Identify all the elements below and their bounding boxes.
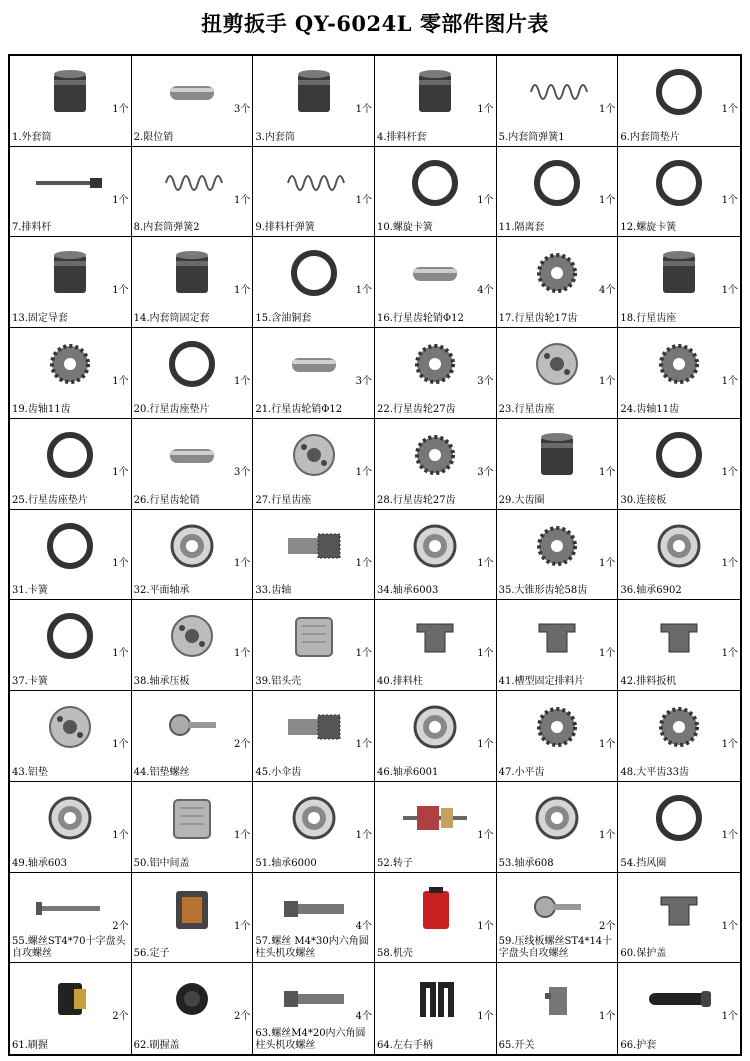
part-cell <box>10 691 132 782</box>
part-label: 53.轴承608 <box>498 857 554 869</box>
part-quantity: 1个 <box>598 466 616 478</box>
part-label: 59.压线板螺丝ST4*14十字盘头自攻螺丝 <box>498 936 613 960</box>
ring-icon <box>639 429 719 481</box>
sleeve-icon <box>30 247 110 299</box>
part-label: 24.齿轴11齿 <box>620 403 679 415</box>
part-cell <box>497 691 619 782</box>
part-label: 30.连接板 <box>620 494 667 506</box>
part-quantity: 1个 <box>112 104 129 115</box>
part-quantity: 3个 <box>233 104 251 115</box>
part-quantity: 1个 <box>355 557 372 569</box>
part-label: 36.轴承6902 <box>620 585 682 597</box>
part-quantity: 1个 <box>477 557 494 569</box>
part-label: 11.隔离套 <box>498 222 545 234</box>
part-cell <box>253 873 375 964</box>
bearing-icon <box>517 792 597 844</box>
part-label: 1.外套筒 <box>12 131 52 143</box>
part-cell <box>497 237 619 328</box>
part-label: 48.大平齿33齿 <box>620 766 689 778</box>
part-quantity: 1个 <box>721 104 738 115</box>
part-cell <box>10 963 132 1054</box>
gear-icon <box>30 338 110 390</box>
part-label: 7.排料杆 <box>12 222 52 234</box>
part-label: 55.螺丝ST4*70十字盘头自攻螺丝 <box>12 936 126 960</box>
part-quantity: 1个 <box>233 829 251 841</box>
part-cell <box>132 328 254 419</box>
bolt-icon <box>274 973 354 1025</box>
part-label: 12.螺旋卡簧 <box>620 222 677 234</box>
part-quantity: 1个 <box>112 739 129 751</box>
part-label: 20.行星齿座垫片 <box>133 403 210 415</box>
part-cell <box>375 600 497 691</box>
pin-icon <box>152 429 232 481</box>
part-quantity: 1个 <box>721 829 738 841</box>
part-label: 52.转子 <box>376 857 413 869</box>
part-cell <box>10 328 132 419</box>
housing-icon <box>152 792 232 844</box>
part-quantity: 1个 <box>721 920 738 932</box>
part-quantity: 1个 <box>721 466 738 478</box>
part-cell <box>618 147 740 238</box>
part-cell <box>497 963 619 1054</box>
part-quantity: 4个 <box>355 920 372 932</box>
part-label: 41.槽型固定排料片 <box>498 676 585 688</box>
part-quantity: 1个 <box>112 466 129 478</box>
parts-table <box>8 54 742 1056</box>
bearing-icon <box>395 520 475 572</box>
housing-icon <box>274 610 354 662</box>
plate-icon <box>30 701 110 753</box>
ring-icon <box>395 157 475 209</box>
part-quantity: 1个 <box>598 739 616 751</box>
ring-icon <box>639 66 719 118</box>
part-cell <box>132 419 254 510</box>
part-quantity: 1个 <box>721 739 738 751</box>
part-label: 50.铝中间盖 <box>133 857 190 869</box>
grip-icon <box>639 973 719 1025</box>
rotor-icon <box>395 792 475 844</box>
part-quantity: 2个 <box>598 920 616 932</box>
part-cell <box>375 510 497 601</box>
part-quantity: 1个 <box>355 466 372 478</box>
part-label: 23.行星齿座 <box>498 403 555 415</box>
part-cell <box>497 328 619 419</box>
part-cell <box>375 328 497 419</box>
gear-icon <box>517 520 597 572</box>
part-label: 33.齿轴 <box>255 585 292 597</box>
part-cell <box>497 419 619 510</box>
part-quantity: 1个 <box>112 376 129 388</box>
part-cell <box>253 237 375 328</box>
part-quantity: 1个 <box>721 376 738 388</box>
bearing-icon <box>395 701 475 753</box>
part-cell <box>375 419 497 510</box>
part-quantity: 1个 <box>112 648 129 660</box>
part-quantity: 1个 <box>477 104 494 115</box>
part-quantity: 1个 <box>355 285 372 297</box>
gear-icon <box>395 429 475 481</box>
part-label: 56.定子 <box>133 948 170 960</box>
ring-icon <box>30 520 110 572</box>
screw-icon <box>152 701 232 753</box>
ring-icon <box>30 429 110 481</box>
part-cell <box>618 691 740 782</box>
bracket-icon <box>639 610 719 662</box>
part-cell <box>497 56 619 147</box>
part-cell <box>253 328 375 419</box>
part-cell <box>375 147 497 238</box>
gear-icon <box>395 338 475 390</box>
bearing-icon <box>152 520 232 572</box>
part-cell <box>497 873 619 964</box>
part-quantity: 1个 <box>598 1011 616 1023</box>
part-cell <box>497 782 619 873</box>
long-screw-icon <box>30 883 110 935</box>
part-cell <box>375 963 497 1054</box>
part-cell <box>618 963 740 1054</box>
part-quantity: 1个 <box>233 376 251 388</box>
sleeve-icon <box>639 247 719 299</box>
part-quantity: 3个 <box>355 376 372 388</box>
part-label: 47.小平齿 <box>498 766 545 778</box>
part-quantity: 1个 <box>477 739 494 751</box>
shaft-icon <box>274 701 354 753</box>
part-cell <box>253 600 375 691</box>
bolt-icon <box>274 883 354 935</box>
part-cell <box>375 237 497 328</box>
part-label: 43.铝垫 <box>12 766 48 778</box>
part-label: 60.保护盖 <box>620 948 667 960</box>
part-cell <box>132 510 254 601</box>
part-label: 18.行星齿座 <box>620 313 677 325</box>
part-label: 27.行星齿座 <box>255 494 312 506</box>
part-quantity: 1个 <box>598 104 616 115</box>
part-quantity: 1个 <box>721 648 738 660</box>
part-quantity: 1个 <box>112 285 129 297</box>
part-cell <box>497 600 619 691</box>
part-cell <box>497 147 619 238</box>
part-label: 32.平面轴承 <box>133 585 190 597</box>
part-cell <box>497 510 619 601</box>
ring-icon <box>152 338 232 390</box>
page-title: 扭剪扳手 QY-6024L 零部件图片表 <box>201 11 549 36</box>
part-label: 13.固定导套 <box>12 313 68 325</box>
part-cell <box>10 873 132 964</box>
part-cell <box>132 782 254 873</box>
gear-icon <box>517 701 597 753</box>
part-label: 5.内套筒弹簧1 <box>498 131 565 143</box>
part-quantity: 3个 <box>477 466 494 478</box>
switch-icon <box>517 973 597 1025</box>
part-quantity: 1个 <box>112 829 129 841</box>
part-quantity: 1个 <box>598 376 616 388</box>
part-quantity: 1个 <box>233 194 251 206</box>
part-quantity: 3个 <box>477 376 494 388</box>
part-label: 10.螺旋卡簧 <box>376 222 433 234</box>
part-quantity: 1个 <box>477 1011 494 1023</box>
part-quantity: 1个 <box>355 829 372 841</box>
part-label: 66.护套 <box>620 1039 657 1051</box>
part-cell <box>10 782 132 873</box>
part-label: 21.行星齿轮销Φ12 <box>255 403 343 415</box>
part-cell <box>375 691 497 782</box>
bracket-icon <box>639 883 719 935</box>
part-cell <box>618 328 740 419</box>
part-label: 6.内套筒垫片 <box>620 131 680 143</box>
part-cell <box>10 419 132 510</box>
part-label: 40.排料柱 <box>376 676 423 688</box>
part-cell <box>618 56 740 147</box>
part-cell <box>618 782 740 873</box>
part-label: 63.螺丝M4*20内六角圆柱头机攻螺丝 <box>255 1027 366 1051</box>
part-cell <box>253 56 375 147</box>
part-quantity: 3个 <box>233 466 251 478</box>
part-label: 42.排料扳机 <box>620 676 677 688</box>
part-label: 38.轴承压板 <box>133 676 190 688</box>
bracket-icon <box>395 610 475 662</box>
part-cell <box>618 873 740 964</box>
part-label: 17.行星齿轮17齿 <box>498 313 578 325</box>
part-label: 64.左右手柄 <box>376 1039 433 1051</box>
part-quantity: 1个 <box>598 829 616 841</box>
ring-icon <box>30 610 110 662</box>
part-quantity: 1个 <box>112 557 129 569</box>
part-quantity: 1个 <box>355 194 372 206</box>
part-cell <box>375 782 497 873</box>
spring-icon <box>152 157 232 209</box>
sleeve-icon <box>517 429 597 481</box>
part-cell <box>253 510 375 601</box>
brush-holder-icon <box>30 973 110 1025</box>
pin-icon <box>274 338 354 390</box>
part-quantity: 1个 <box>598 194 616 206</box>
part-cell <box>10 56 132 147</box>
part-label: 39.铝头壳 <box>255 676 302 688</box>
pin-icon <box>152 66 232 118</box>
part-quantity: 2个 <box>112 920 129 932</box>
part-label: 31.卡簧 <box>12 585 48 597</box>
part-label: 26.行星齿轮销 <box>133 494 200 506</box>
bearing-icon <box>274 792 354 844</box>
part-quantity: 1个 <box>233 557 251 569</box>
part-label: 9.排料杆弹簧 <box>255 222 315 234</box>
part-quantity: 2个 <box>233 1011 251 1023</box>
part-quantity: 1个 <box>355 648 372 660</box>
part-label: 34.轴承6003 <box>376 585 439 597</box>
part-quantity: 1个 <box>721 285 738 297</box>
part-label: 54.挡风圈 <box>620 857 667 869</box>
part-cell <box>618 510 740 601</box>
part-cell <box>253 782 375 873</box>
part-cell <box>10 237 132 328</box>
screw-icon <box>517 883 597 935</box>
part-label: 58.机壳 <box>376 948 413 960</box>
part-label: 45.小伞齿 <box>255 766 302 778</box>
part-label: 25.行星齿座垫片 <box>12 494 88 506</box>
part-quantity: 1个 <box>112 194 129 206</box>
cap-icon <box>152 973 232 1025</box>
plate-icon <box>517 338 597 390</box>
part-cell <box>253 147 375 238</box>
part-quantity: 1个 <box>355 739 372 751</box>
part-label: 61.刷握 <box>12 1039 48 1051</box>
part-quantity: 1个 <box>233 285 251 297</box>
part-label: 49.轴承603 <box>12 857 67 869</box>
part-cell <box>253 963 375 1054</box>
part-quantity: 1个 <box>477 920 494 932</box>
plate-icon <box>274 429 354 481</box>
part-label: 57.螺丝 M4*30内六角圆柱头机攻螺丝 <box>255 936 369 960</box>
part-quantity: 1个 <box>721 1011 738 1023</box>
spring-icon <box>517 66 597 118</box>
part-label: 65.开关 <box>498 1039 535 1051</box>
part-cell <box>375 873 497 964</box>
sleeve-icon <box>395 66 475 118</box>
handle-icon <box>395 973 475 1025</box>
part-quantity: 1个 <box>477 829 494 841</box>
part-label: 2.限位销 <box>133 131 174 143</box>
part-cell <box>253 691 375 782</box>
gear-icon <box>639 701 719 753</box>
ring-icon <box>517 157 597 209</box>
bracket-icon <box>517 610 597 662</box>
part-cell <box>132 147 254 238</box>
plate-icon <box>152 610 232 662</box>
part-quantity: 1个 <box>598 557 616 569</box>
part-label: 28.行星齿轮27齿 <box>376 494 456 506</box>
pin-icon <box>395 247 475 299</box>
sleeve-icon <box>30 66 110 118</box>
part-label: 4.排料杆套 <box>376 131 427 143</box>
sleeve-icon <box>274 66 354 118</box>
motor-housing-icon <box>395 883 475 935</box>
part-quantity: 2个 <box>112 1011 129 1023</box>
part-quantity: 4个 <box>477 285 494 297</box>
part-label: 15.含油铜套 <box>255 313 312 325</box>
rod-icon <box>30 157 110 209</box>
part-label: 29.大齿圈 <box>498 494 545 506</box>
part-quantity: 1个 <box>721 194 738 206</box>
part-quantity: 1个 <box>598 648 616 660</box>
part-label: 16.行星齿轮销Φ12 <box>376 313 464 325</box>
part-cell <box>10 510 132 601</box>
part-quantity: 2个 <box>233 739 251 751</box>
part-cell <box>132 873 254 964</box>
part-cell <box>132 600 254 691</box>
part-cell <box>618 419 740 510</box>
part-cell <box>10 147 132 238</box>
part-label: 46.轴承6001 <box>376 766 439 778</box>
part-quantity: 1个 <box>233 920 251 932</box>
part-label: 62.刷握盖 <box>133 1039 180 1051</box>
stator-icon <box>152 883 232 935</box>
part-label: 35.大锥形齿轮58齿 <box>498 585 588 597</box>
part-label: 19.齿轴11齿 <box>12 403 71 415</box>
part-cell <box>253 419 375 510</box>
part-quantity: 1个 <box>721 557 738 569</box>
part-quantity: 1个 <box>355 104 372 115</box>
sleeve-icon <box>152 247 232 299</box>
part-label: 37.卡簧 <box>12 676 48 688</box>
part-cell <box>618 237 740 328</box>
part-quantity: 1个 <box>233 648 251 660</box>
part-label: 8.内套筒弹簧2 <box>133 222 200 234</box>
part-label: 3.内套筒 <box>255 131 295 143</box>
part-cell <box>132 237 254 328</box>
part-quantity: 1个 <box>477 194 494 206</box>
shaft-icon <box>274 520 354 572</box>
ring-icon <box>639 792 719 844</box>
part-cell <box>132 56 254 147</box>
gear-icon <box>639 338 719 390</box>
ring-icon <box>274 247 354 299</box>
part-label: 44.铝垫螺丝 <box>133 766 190 778</box>
part-label: 51.轴承6000 <box>255 857 317 869</box>
part-cell <box>10 600 132 691</box>
ring-icon <box>639 157 719 209</box>
part-cell <box>375 56 497 147</box>
part-quantity: 4个 <box>598 285 616 297</box>
part-cell <box>618 600 740 691</box>
part-label: 14.内套筒固定套 <box>133 313 210 325</box>
bearing-icon <box>30 792 110 844</box>
part-cell <box>132 963 254 1054</box>
part-quantity: 4个 <box>355 1011 372 1023</box>
gear-icon <box>517 247 597 299</box>
bearing-icon <box>639 520 719 572</box>
part-label: 22.行星齿轮27齿 <box>376 403 456 415</box>
part-cell <box>132 691 254 782</box>
part-quantity: 1个 <box>477 648 494 660</box>
spring-icon <box>274 157 354 209</box>
